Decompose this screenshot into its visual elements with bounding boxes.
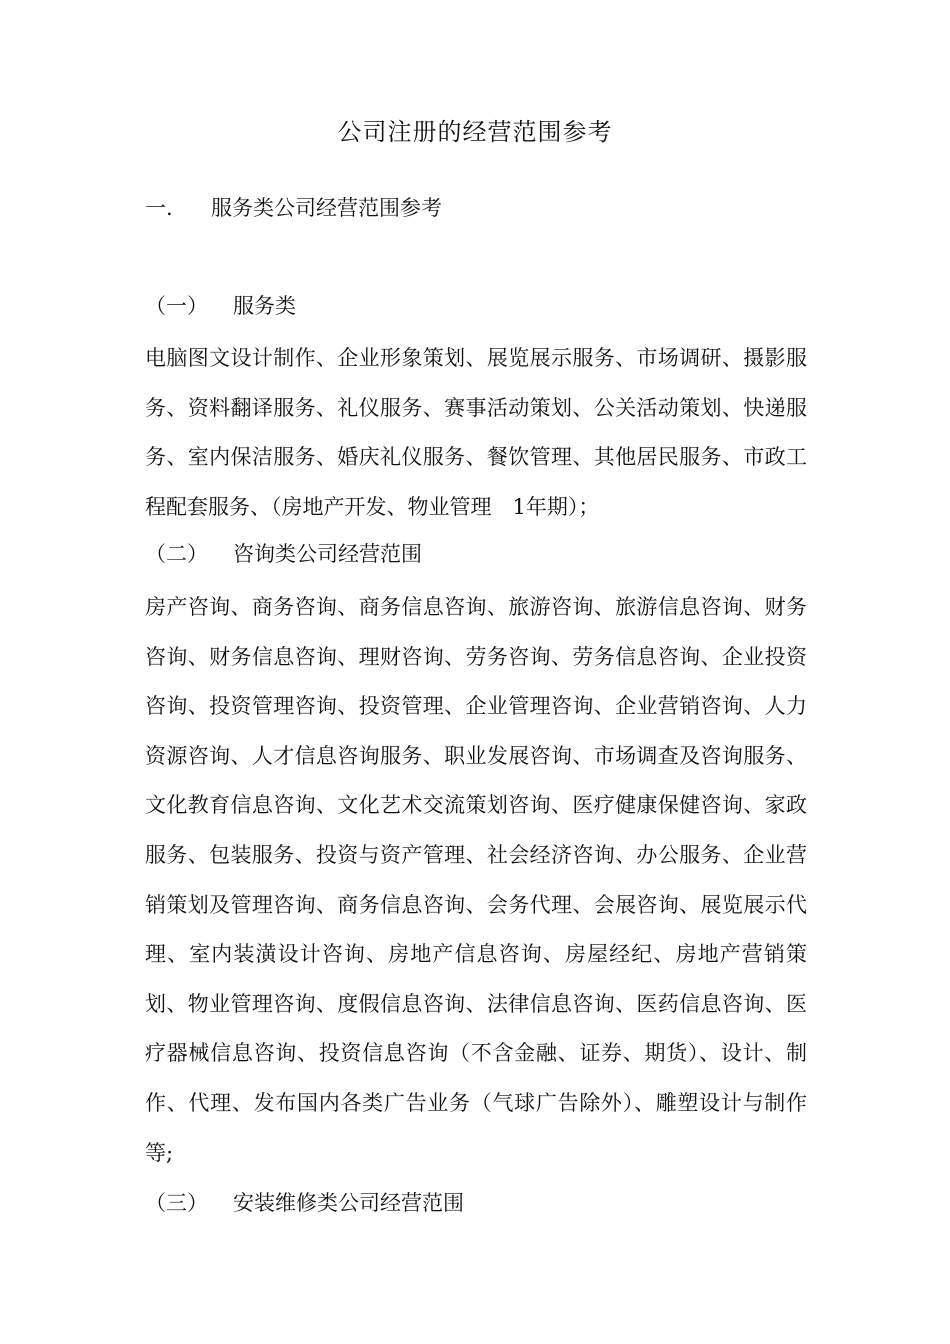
subsection-number: （一） xyxy=(145,294,208,318)
section-heading-1 xyxy=(145,188,442,228)
subsection-body-1: 电脑图文设计制作、企业形象策划、展览展示服务、市场调研、摄影服务、资料翻译服务、礼仪服务、赛事活动策划、公关活动策划、快递服务、室内保洁服务、婚庆礼仪服务、餐饮管理、其他居民服务、市政工程配套服务、（房地产开发、物业管理 1年期）； xyxy=(145,346,807,519)
section-number: 一. xyxy=(145,196,173,220)
subsection-title: 咨询类公司经营范围 xyxy=(233,542,422,566)
subsection-heading-3 xyxy=(145,1183,464,1223)
document-title: 公司注册的经营范围参考 xyxy=(337,118,613,146)
subsection-number: （二） xyxy=(145,542,208,566)
subsection-title: 服务类 xyxy=(233,294,296,318)
subsection-number: （三） xyxy=(145,1191,208,1215)
subsection-heading-2 xyxy=(145,534,422,574)
subsection-heading-1 xyxy=(145,286,296,326)
subsection-title: 安装维修类公司经营范围 xyxy=(233,1191,464,1215)
subsection-body-2: 房产咨询、商务咨询、商务信息咨询、旅游咨询、旅游信息咨询、财务咨询、财务信息咨询、理财咨询、劳务咨询、劳务信息咨询、企业投资咨询、投资管理咨询、投资管理、企业管理咨询、企业营销咨询、人力资源咨询、人才信息咨询服务、职业发展咨询、市场调查及咨询服务、文化教育信息咨询、文化艺术交流策划咨询、医疗健康保健咨询、家政服务、包装服务、投资与资产管理、社会经济咨询、办公服务、企业营销策划及管理咨询、商务信息咨询、会务代理、会展咨询、展览展示代理、室内装潢设计咨询、房地产信息咨询、房屋经纪、房地产营销策划、物业管理咨询、度假信息咨询、法律信息咨询、医药信息咨询、医疗器械信息咨询、投资信息咨询（不含金融、证券、期货）、设计、制作、代理、发布国内各类广告业务（气球广告除外）、雕塑设计与制作等; xyxy=(145,595,807,1165)
section-title: 服务类公司经营范围参考 xyxy=(211,196,442,220)
